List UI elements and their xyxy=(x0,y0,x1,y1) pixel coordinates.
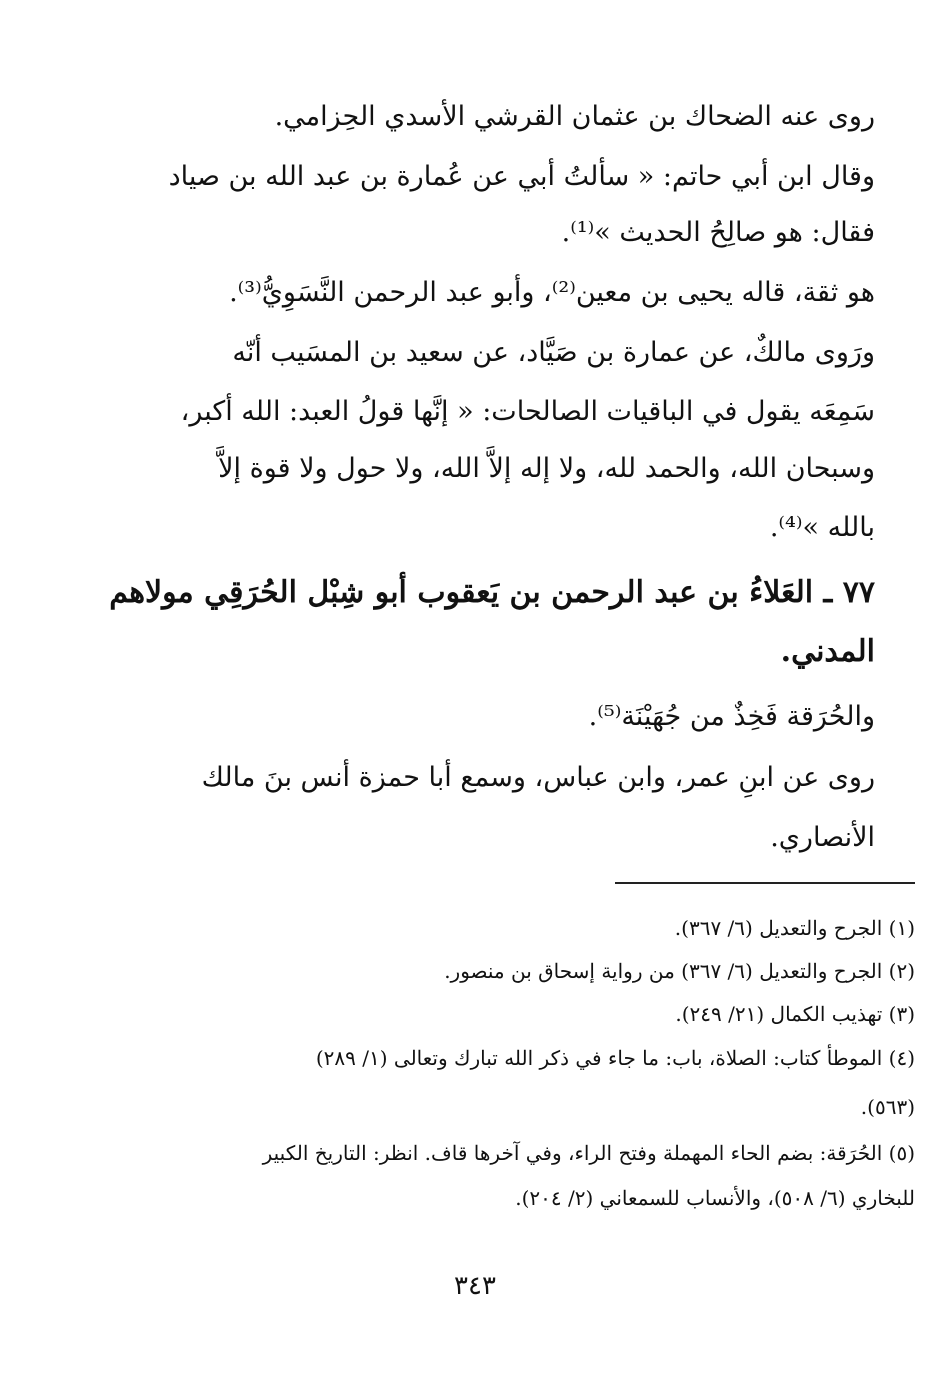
entry-line-3: الأنصاري. xyxy=(770,822,875,853)
body-line-5: ورَوى مالكٌ، عن عمارة بن صَيَّاد، عن سعيد بن المسَيب أنّه xyxy=(232,337,875,368)
footnote-4-continued: (٥٦٣). xyxy=(860,1095,915,1119)
body-line-1: روى عنه الضحاك بن عثمان القرشي الأسدي الحِزامي. xyxy=(274,101,875,132)
footnote-5-continued: للبخاري (٦/ ٥٠٨)، والأنساب للسمعاني (٢/ ٢٠٤). xyxy=(515,1186,915,1210)
entry-heading-line-1: ٧٧ ـ العَلاءُ بن عبد الرحمن بن يَعقوب أبو شِبْل الحُرَقِي مولاهم xyxy=(109,575,875,610)
page-number: ٣٤٣ xyxy=(454,1271,496,1301)
footnote-4: (٤) الموطأ كتاب: الصلاة، باب: ما جاء في ذكر الله تبارك وتعالى (١/ ٢٨٩) xyxy=(315,1046,915,1070)
entry-line-1: والحُرَقة فَخِذٌ من جُهَيْنَة⁽⁵⁾. xyxy=(588,701,875,732)
footnote-1: (١) الجرح والتعديل (٦/ ٣٦٧). xyxy=(674,916,915,940)
entry-heading-line-2: المدني. xyxy=(780,634,875,669)
body-line-2: وقال ابن أبي حاتم: « سألتُ أبي عن عُمارة بن عبد الله بن صياد xyxy=(168,161,875,192)
footnote-5: (٥) الحُرَقة: بضم الحاء المهملة وفتح الراء، وفي آخرها قاف. انظر: التاريخ الكبير xyxy=(262,1141,915,1165)
body-line-6: سَمِعَه يقول في الباقيات الصالحات: « إنَّها قولُ العبد: الله أكبر، xyxy=(180,396,875,427)
entry-line-2: روى عن ابنِ عمر، وابن عباس، وسمع أبا حمزة أنس بنَ مالك xyxy=(201,762,875,793)
footnote-3: (٣) تهذيب الكمال (٢١/ ٢٤٩). xyxy=(675,1002,915,1026)
footnote-2: (٢) الجرح والتعديل (٦/ ٣٦٧) من رواية إسحاق بن منصور. xyxy=(444,959,915,983)
body-line-3: فقال: هو صالِحُ الحديث »⁽¹⁾. xyxy=(561,217,875,248)
body-line-4: هو ثقة، قاله يحيى بن معين⁽²⁾، وأبو عبد الرحمن النَّسَوِيُّ⁽³⁾. xyxy=(229,277,875,308)
footnote-separator xyxy=(615,882,915,884)
body-line-7: وسبحان الله، والحمد لله، ولا إله إلاَّ الله، ولا حول ولا قوة إلاَّ xyxy=(218,453,875,484)
body-line-8: بالله »⁽⁴⁾. xyxy=(769,512,875,543)
